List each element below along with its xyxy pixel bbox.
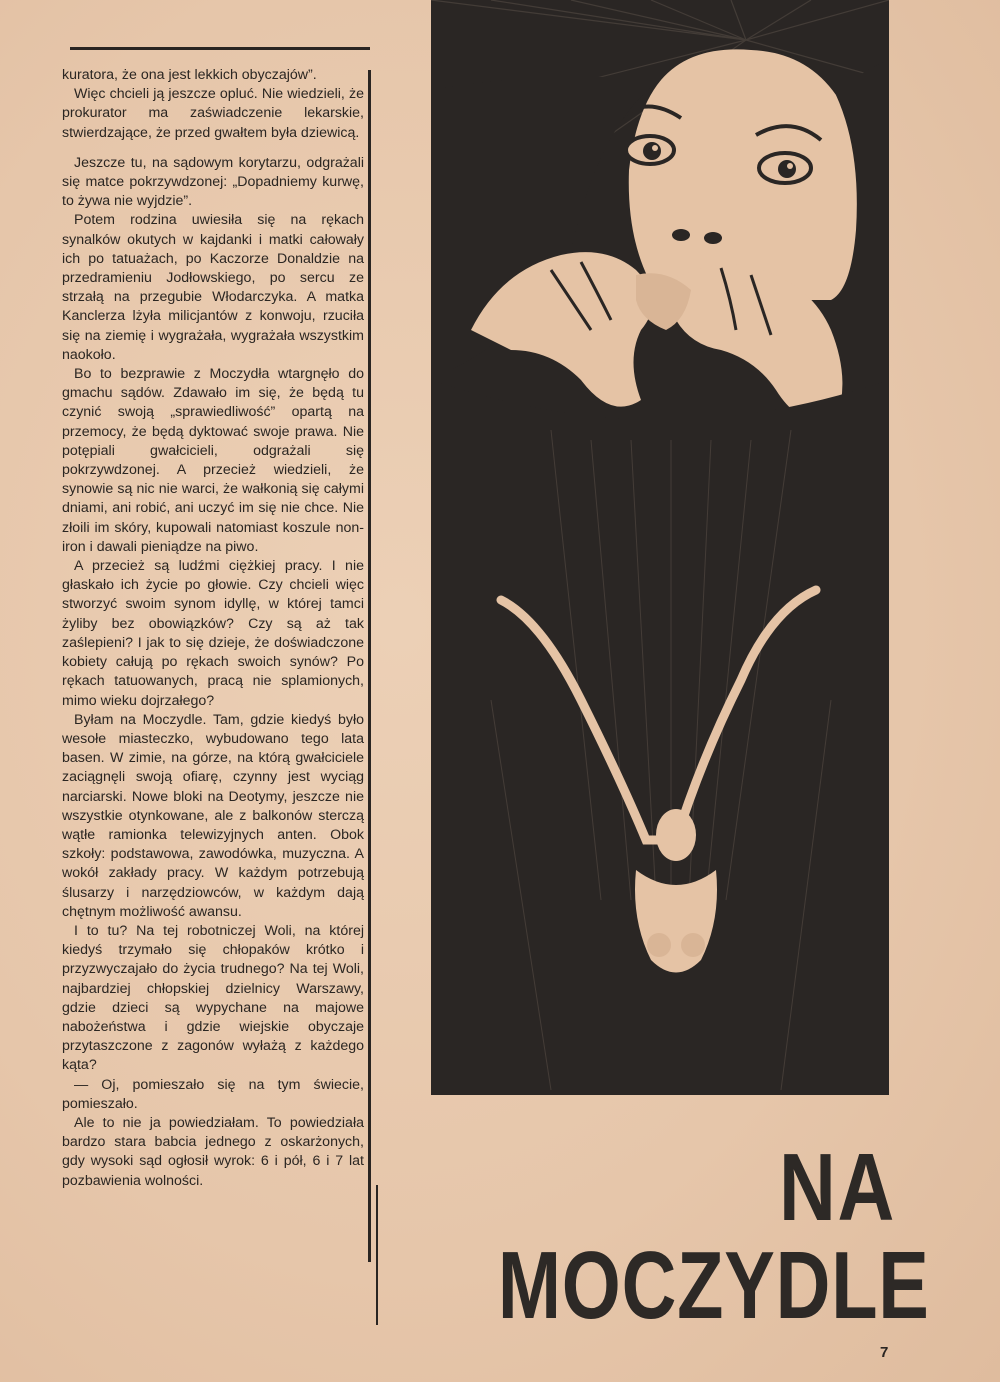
- paragraph: Byłam na Moczydle. Tam, gdzie kiedyś było wesołe miasteczko, wybudowano tego lata basen. W zimie, na górze, na którą gwałciciele zaciągnęli swoją ofiarę, czynny jest wyciąg narciarski. Nowe bloki na Deotymy, jeszcze nie wszystkie otynkowane, ale z balkonów sterczą wątłe ramionka telewizyjnych anten. Obok szkoły: podstawowa, zawodówka, muzyczna. A wokół zakłady pracy. W każdym potrzebują ślusarzy i narzędziowców, w każdym dają chętnym możliwość awansu.: [62, 711, 364, 920]
- paragraph: Ale to nie ja powiedziałam. To powiedziała bardzo stara babcia jednego z oskarżonych, gdy wysoki sąd ogłosił wyrok: 6 i pół, 6 i 7 lat pozbawienia wolności.: [62, 1114, 364, 1189]
- paragraph: — Oj, pomieszało się na tym świecie, pomieszało.: [62, 1076, 364, 1112]
- paragraph: A przecież są ludźmi ciężkiej pracy. I nie głaskało ich życie po głowie. Czy chcieli więc stworzyć swoim synom idyllę, w której tamci żyliby bez obowiązków? Czy są aż tak zaślepieni? I jak to się dzieje, że doświadczone kobiety całują po rękach swoich synów? Po rękach tatuowanych, pracą nie splamionych, mimo wieku dojrzałego?: [62, 558, 364, 709]
- paragraph: Potem rodzina uwiesiła się na rękach synalków okutych w kajdanki i matki całowały ich po tatuażach, po Kaczorze Donaldzie na przedramieniu Jodłowskiego, po sercu ze strzałą na przegubie Włodarczyka. A matka Kanclerza lżyła milicjantów z konwoju, rzuciła się na ziemię i wygrażała, wygrażała wszystkim naokoło.: [62, 212, 364, 363]
- paragraph: Bo to bezprawie z Moczydła wtargnęło do gmachu sądów. Zdawało im się, że będą tu czynić swoją „sprawiedliwość” opartą na przemocy, że będą dyktować swoje prawa. Nie potępiali gwałcicieli, odgrażali się pokrzywdzonej. A przecież wiedzieli, że synowie są nic nie warci, że wałkonią się całymi dniami, ani robić, ani uczyć im się nie chce. Nie złoili im skóry, kupowali natomiast koszule non-iron i dawali pieniądze na piwo.: [62, 366, 364, 555]
- article-text: [62, 66, 364, 1191]
- illustration-screaming-woman: [431, 0, 889, 1095]
- title-line-moczydle: MOCZYDLE: [497, 1232, 930, 1339]
- article-title: [392, 1134, 930, 1339]
- paragraph: I to tu? Na tej robotniczej Woli, na której kiedyś trzymało się chłopaków krótko i przyzwyczajało do życia trudnego? Na tej Woli, najbardziej chłopskiej dzielnicy Warszawy, gdzie dzieci są wypychane na majowe nabożeństwa i gdzie wiejskie obyczaje przytaszczone z zagonów wyłażą z każdego kąta?: [62, 922, 364, 1074]
- title-rule: [376, 1185, 378, 1325]
- paragraph: Więc chcieli ją jeszcze opluć. Nie wiedzieli, że prokurator ma zaświadczenie lekarskie, stwierdzające, że przed gwałtem była dziewicą.: [62, 86, 364, 141]
- title-line-na: NA: [779, 1134, 896, 1241]
- paragraph: kuratora, że ona jest lekkich obyczajów”.: [62, 67, 317, 83]
- top-rule: [70, 47, 370, 50]
- column-rule: [368, 70, 371, 1262]
- paragraph: Jeszcze tu, na sądowym korytarzu, odgrażali się matce pokrzywdzonej: „Dopadniemy kurwę, to żywa nie wyjdzie”.: [62, 154, 364, 210]
- page-number: 7: [880, 1344, 889, 1361]
